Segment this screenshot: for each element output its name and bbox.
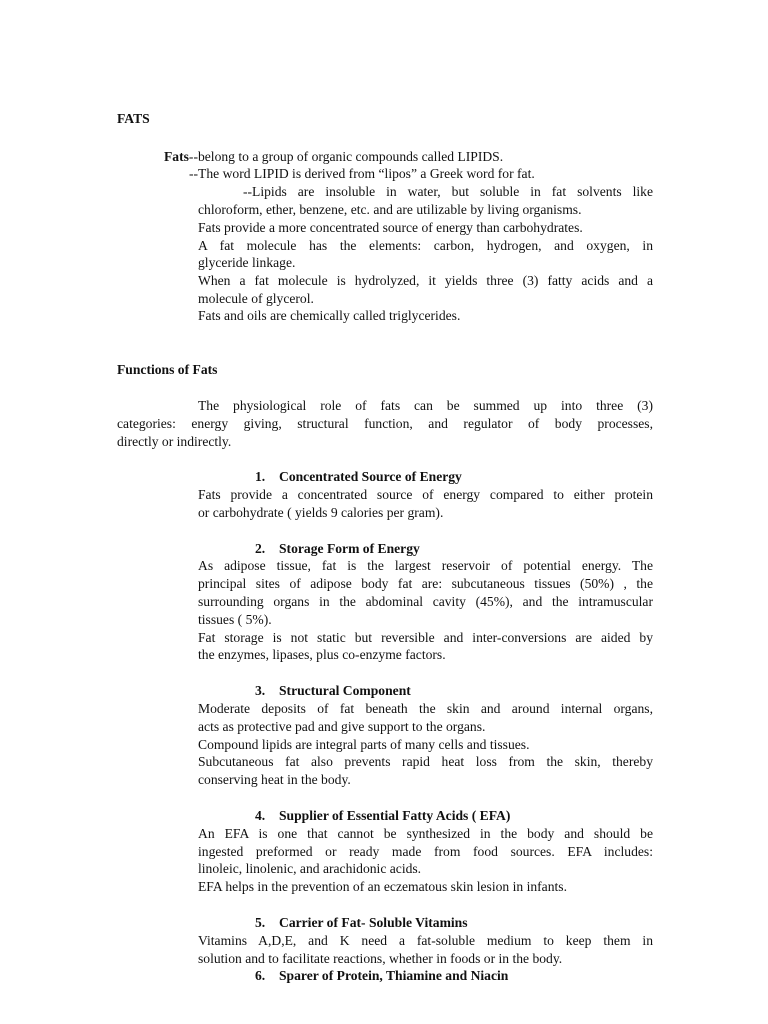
function-item-4-heading: Supplier of Essential Fatty Acids ( EFA): [279, 808, 511, 823]
function-item-3-line-4: Subcutaneous fat also prevents rapid heat loss from the skin, thereby: [198, 754, 653, 769]
page-title: FATS: [117, 111, 150, 126]
function-item-5-heading: Carrier of Fat- Soluble Vitamins: [279, 915, 468, 930]
function-item-4-number: 4.: [255, 808, 266, 823]
function-item-4-line-4: EFA helps in the prevention of an eczematous skin lesion in infants.: [198, 879, 567, 894]
function-item-3-number: 3.: [255, 683, 266, 698]
function-item-6-number: 6.: [255, 968, 266, 983]
function-item-3-heading: Structural Component: [279, 683, 411, 698]
intro-line-7: glyceride linkage.: [198, 255, 296, 270]
intro-line-2: --The word LIPID is derived from “lipos” a Greek word for fat.: [189, 166, 535, 181]
function-item-4-line-3: linoleic, linolenic, and arachidonic acids.: [198, 861, 422, 876]
fats-term: Fats: [164, 149, 189, 164]
function-item-2-title: [255, 540, 420, 558]
function-item-5-line-2: solution and to facilitate reactions, whether in foods or in the body.: [198, 951, 563, 966]
function-item-5-title: [255, 914, 468, 932]
function-item-5-line-1: Vitamins A,D,E, and K need a fat-soluble medium to keep them in: [198, 933, 653, 948]
intro-line-6: A fat molecule has the elements: carbon, hydrogen, and oxygen, in: [198, 238, 653, 253]
function-item-3-line-1: Moderate deposits of fat beneath the skin and around internal organs,: [198, 701, 653, 716]
function-item-1-line-1: Fats provide a concentrated source of energy compared to either protein: [198, 487, 653, 502]
function-item-1-line-2: or carbohydrate ( yields 9 calories per gram).: [198, 505, 444, 520]
functions-heading: Functions of Fats: [117, 362, 218, 377]
function-item-2-line-1: As adipose tissue, fat is the largest reservoir of potential energy. The: [198, 558, 653, 573]
function-item-2-line-4: tissues ( 5%).: [198, 612, 272, 627]
function-item-2-line-5: Fat storage is not static but reversible and inter-conversions are aided by: [198, 630, 653, 645]
function-item-2-line-3: surrounding organs in the abdominal cavity (45%), and the intramuscular: [198, 594, 653, 609]
function-item-3-title: [255, 682, 411, 700]
intro-line-4: chloroform, ether, benzene, etc. and are utilizable by living organisms.: [198, 202, 582, 217]
intro-line-1-text: --belong to a group of organic compounds called LIPIDS.: [188, 149, 504, 164]
function-item-3-line-5: conserving heat in the body.: [198, 772, 351, 787]
intro-line-5: Fats provide a more concentrated source of energy than carbohydrates.: [198, 220, 583, 235]
function-item-2-line-6: the enzymes, lipases, plus co-enzyme factors.: [198, 647, 446, 662]
intro-line-1: [164, 148, 503, 166]
function-item-6-heading: Sparer of Protein, Thiamine and Niacin: [279, 968, 509, 983]
intro-line-10: Fats and oils are chemically called triglycerides.: [198, 308, 461, 323]
function-item-4-title: [255, 807, 510, 825]
function-item-2-heading: Storage Form of Energy: [279, 541, 420, 556]
function-item-2-number: 2.: [255, 541, 266, 556]
intro-line-9: molecule of glycerol.: [198, 291, 314, 306]
intro-line-3: --Lipids are insoluble in water, but soluble in fat solvents like: [243, 184, 653, 199]
function-item-1-heading: Concentrated Source of Energy: [279, 469, 462, 484]
function-item-4-line-2: ingested preformed or ready made from food sources. EFA includes:: [198, 844, 653, 859]
functions-para-line-2: categories: energy giving, structural function, and regulator of body processes,: [117, 416, 653, 431]
intro-line-8: When a fat molecule is hydrolyzed, it yields three (3) fatty acids and a: [198, 273, 653, 288]
function-item-6-title: [255, 967, 508, 985]
function-item-4-line-1: An EFA is one that cannot be synthesized in the body and should be: [198, 826, 653, 841]
functions-para-line-1: The physiological role of fats can be summed up into three (3): [198, 398, 653, 413]
functions-para-line-3: directly or indirectly.: [117, 434, 232, 449]
function-item-3-line-2: acts as protective pad and give support to the organs.: [198, 719, 486, 734]
function-item-1-title: [255, 468, 462, 486]
function-item-5-number: 5.: [255, 915, 266, 930]
function-item-2-line-2: principal sites of adipose body fat are: subcutaneous tissues (50%) , the: [198, 576, 653, 591]
function-item-1-number: 1.: [255, 469, 266, 484]
function-item-3-line-3: Compound lipids are integral parts of many cells and tissues.: [198, 737, 530, 752]
